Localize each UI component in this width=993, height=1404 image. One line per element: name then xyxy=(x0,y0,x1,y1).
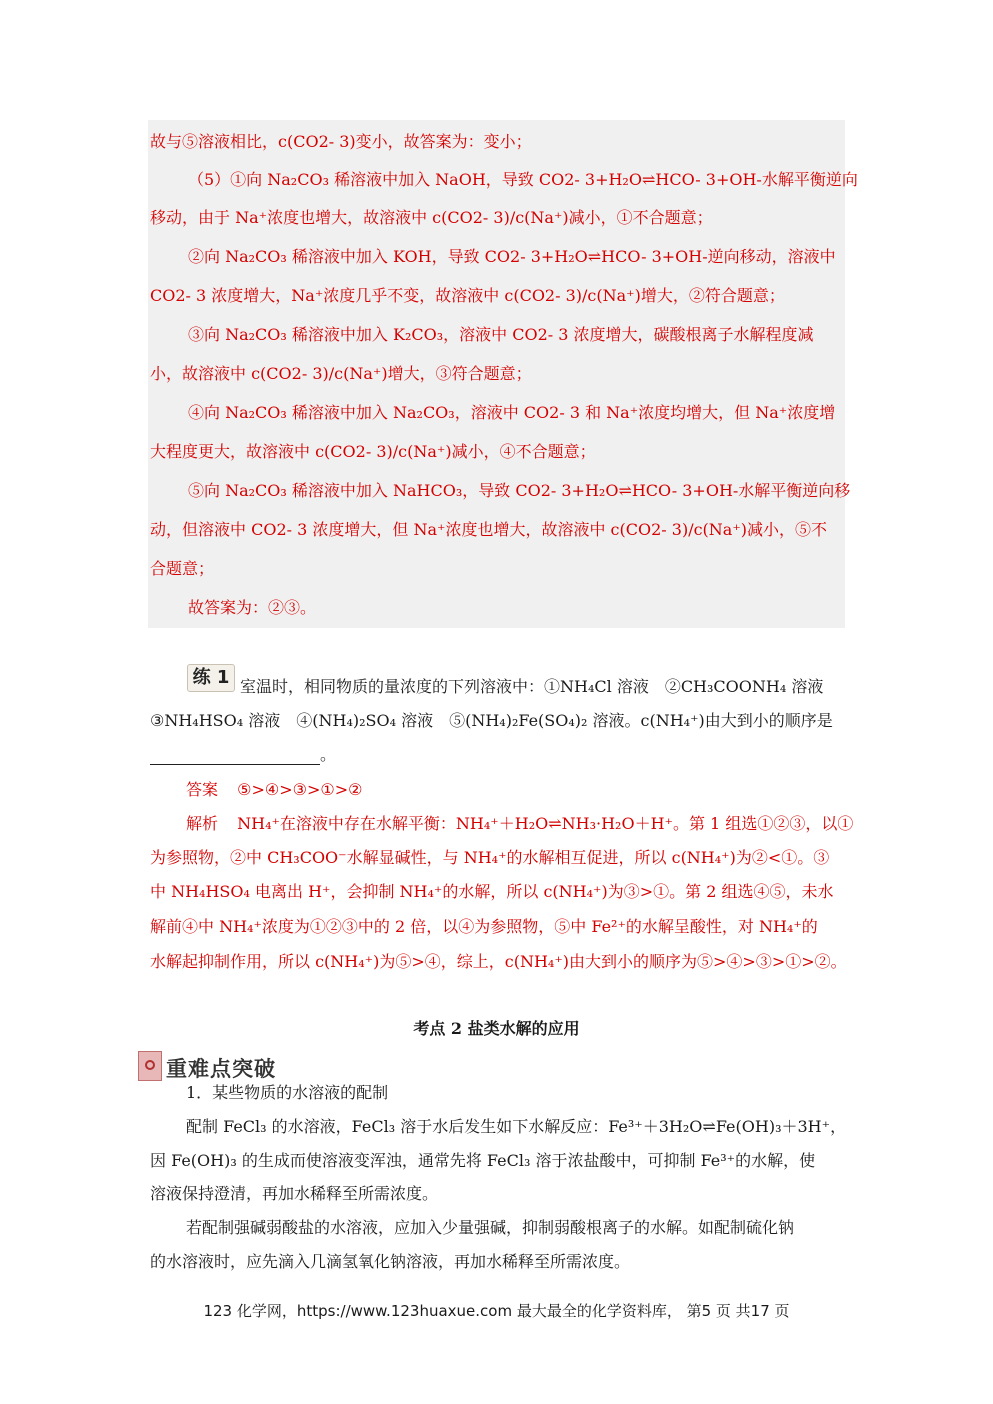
section-title: 考点 2 盐类水解的应用 xyxy=(413,1019,580,1038)
analysis-row xyxy=(186,814,853,834)
answer-line: 动，但溶液中 CO2- 3 浓度增大，但 Na⁺浓度也增大，故溶液中 c(CO2- 3)/c(Na⁺)减小，⑤不 xyxy=(150,520,828,539)
paragraph-line: 的水溶液时，应先滴入几滴氢氧化钠溶液，再加水稀释至所需浓度。 xyxy=(150,1252,631,1271)
key-points-badge xyxy=(138,1051,288,1081)
answer-row xyxy=(186,780,362,800)
page-footer: 123 化学网，https://www.123huaxue.com 最大最全的化学资料库， 第5 页 共17 页 xyxy=(203,1302,790,1320)
paragraph-line: 溶液保持澄清，再加水稀释至所需浓度。 xyxy=(150,1184,439,1203)
answer-line: （5）①向 Na₂CO₃ 稀溶液中加入 NaOH，导致 CO2- 3+H₂O⇌HCO- 3+OH-水解平衡逆向 xyxy=(188,170,858,189)
paragraph-line: 因 Fe(OH)₃ 的生成而使溶液变浑浊，通常先将 FeCl₃ 溶于浓盐酸中，可抑制 Fe³⁺的水解，使 xyxy=(150,1151,816,1170)
question-end: 。 xyxy=(320,745,337,764)
answer-line: 故与⑤溶液相比，c(CO2- 3)变小，故答案为：变小； xyxy=(150,132,532,151)
answer-line: ⑤向 Na₂CO₃ 稀溶液中加入 NaHCO₃，导致 CO2- 3+H₂O⇌HCO- 3+OH-水解平衡逆向移 xyxy=(188,481,851,500)
answer-explanation-box xyxy=(148,120,858,628)
exercise-question-line: 室温时，相同物质的量浓度的下列溶液中：①NH₄Cl 溶液 ②CH₃COONH₄ 溶液 xyxy=(240,677,824,696)
answer-line: ②向 Na₂CO₃ 稀溶液中加入 KOH，导致 CO2- 3+H₂O⇌HCO- 3+OH-逆向移动，溶液中 xyxy=(188,247,836,266)
answer-line: CO2- 3 浓度增大，Na⁺浓度几乎不变，故溶液中 c(CO2- 3)/c(Na⁺)增大，②符合题意； xyxy=(150,286,785,305)
answer-line: 故答案为：②③。 xyxy=(188,598,317,617)
analysis-line: 中 NH₄HSO₄ 电离出 H⁺，会抑制 NH₄⁺的水解，所以 c(NH₄⁺)为③>①。第 2 组选④⑤，未水 xyxy=(150,882,834,901)
answer-blank xyxy=(150,750,320,765)
answer-line: 小，故溶液中 c(CO2- 3)/c(Na⁺)增大，③符合题意； xyxy=(150,364,532,383)
answer-label: 答案 xyxy=(186,780,219,799)
analysis-line: 水解起抑制作用，所以 c(NH₄⁺)为⑤>④，综上，c(NH₄⁺)由大到小的顺序为⑤>④>③>①>②。 xyxy=(150,952,847,971)
answer-line: 移动，由于 Na⁺浓度也增大，故溶液中 c(CO2- 3)/c(Na⁺)减小，①不合题意； xyxy=(150,208,713,227)
answer-line: 大程度更大，故溶液中 c(CO2- 3)/c(Na⁺)减小，④不合题意； xyxy=(150,442,596,461)
answer-line: ④向 Na₂CO₃ 稀溶液中加入 Na₂CO₃，溶液中 CO2- 3 和 Na⁺浓度均增大，但 Na⁺浓度增 xyxy=(188,403,836,422)
analysis-line: 为参照物，②中 CH₃COO⁻水解显碱性，与 NH₄⁺的水解相互促进，所以 c(NH₄⁺)为②<①。③ xyxy=(150,848,830,867)
paragraph-line: 配制 FeCl₃ 的水溶液，FeCl₃ 溶于水后发生如下水解反应：Fe³⁺＋3H₂O⇌Fe(OH)₃＋3H⁺， xyxy=(186,1117,847,1136)
paragraph-line: 若配制强碱弱酸盐的水溶液，应加入少量强碱，抑制弱酸根离子的水解。如配制硫化钠 xyxy=(186,1218,795,1237)
answer-value: ⑤>④>③>①>② xyxy=(237,780,363,799)
section-heading: 1．某些物质的水溶液的配制 xyxy=(186,1083,389,1102)
analysis-line: 解前④中 NH₄⁺浓度为①②③中的 2 倍，以④为参照物，⑤中 Fe²⁺的水解呈酸性，对 NH₄⁺的 xyxy=(150,917,818,936)
exercise-question-line: ③NH₄HSO₄ 溶液 ④(NH₄)₂SO₄ 溶液 ⑤(NH₄)₂Fe(SO₄)₂ 溶液。c(NH₄⁺)由大到小的顺序是 xyxy=(150,711,833,730)
analysis-line: NH₄⁺在溶液中存在水解平衡：NH₄⁺＋H₂O⇌NH₃·H₂O＋H⁺。第 1 组选①②③，以① xyxy=(237,814,854,833)
answer-line: 合题意； xyxy=(150,559,215,578)
analysis-label: 解析 xyxy=(186,814,219,833)
exercise-badge: 练 1 xyxy=(187,664,235,692)
answer-line: ③向 Na₂CO₃ 稀溶液中加入 K₂CO₃，溶液中 CO2- 3 浓度增大，碳酸根离子水解程度减 xyxy=(188,325,814,344)
badge-label: 重难点突破 xyxy=(166,1057,276,1081)
answer-blank-line xyxy=(150,745,336,765)
badge-flag-icon xyxy=(138,1051,162,1081)
